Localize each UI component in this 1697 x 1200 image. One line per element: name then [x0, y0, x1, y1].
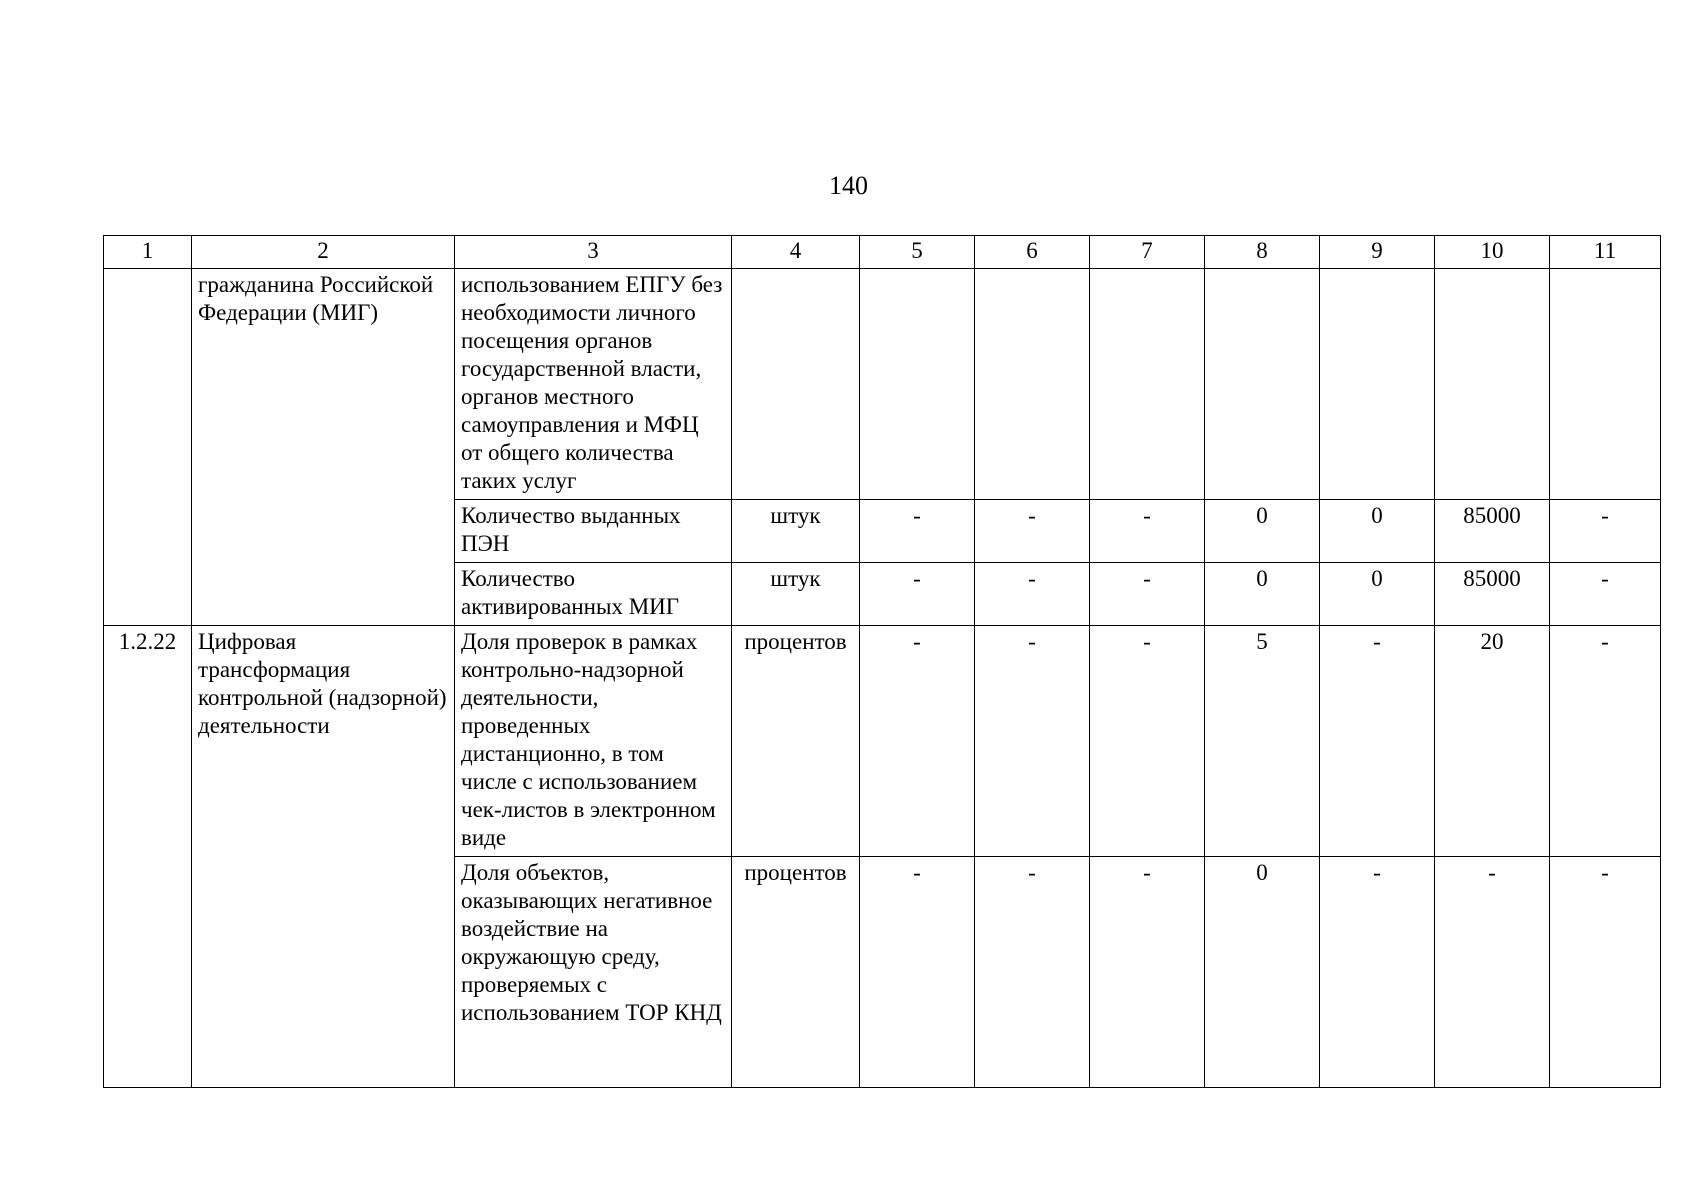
item-number-cell: 1.2.22	[104, 626, 192, 1088]
unit-cell: штук	[732, 500, 860, 563]
value-cell: -	[1320, 626, 1435, 857]
value-cell: -	[1090, 626, 1205, 857]
value-cell: 0	[1205, 563, 1320, 626]
value-cell	[1205, 269, 1320, 500]
value-cell: -	[1090, 563, 1205, 626]
indicator-cell: Доля проверок в рамках контрольно-надзорной деятельности, проведенных дистанционно, в том числе с использованием чек-листов в электронном виде	[455, 626, 732, 857]
indicator-cell: использованием ЕПГУ без необходимости личного посещения органов государственной власти, органов местного самоуправления и МФЦ от общего количества таких услуг	[455, 269, 732, 500]
item-name-cell: гражданина Российской Федерации (МИГ)	[192, 269, 455, 626]
value-cell: 0	[1205, 857, 1320, 1088]
value-cell	[1320, 269, 1435, 500]
value-cell: -	[860, 500, 975, 563]
value-cell: -	[975, 857, 1090, 1088]
value-cell	[1550, 269, 1661, 500]
value-cell: -	[1550, 857, 1661, 1088]
value-cell: 5	[1205, 626, 1320, 857]
value-cell: -	[1090, 857, 1205, 1088]
header-cell: 9	[1320, 236, 1435, 269]
indicator-cell: Количество выданных ПЭН	[455, 500, 732, 563]
page-number: 140	[829, 171, 868, 200]
value-cell: -	[1550, 563, 1661, 626]
value-cell: 0	[1320, 563, 1435, 626]
value-cell: -	[1320, 857, 1435, 1088]
value-cell: -	[975, 626, 1090, 857]
header-cell: 8	[1205, 236, 1320, 269]
value-cell: 0	[1320, 500, 1435, 563]
value-cell	[1090, 269, 1205, 500]
value-cell: -	[975, 563, 1090, 626]
header-cell: 2	[192, 236, 455, 269]
header-cell: 1	[104, 236, 192, 269]
item-name-cell: Цифровая трансформация контрольной (надзорной) деятельности	[192, 626, 455, 1088]
unit-cell	[732, 269, 860, 500]
value-cell: -	[860, 563, 975, 626]
header-cell: 7	[1090, 236, 1205, 269]
unit-cell: процентов	[732, 857, 860, 1088]
value-cell: -	[1550, 626, 1661, 857]
value-cell: -	[1090, 500, 1205, 563]
value-cell: -	[860, 857, 975, 1088]
value-cell	[860, 269, 975, 500]
header-cell: 10	[1435, 236, 1550, 269]
item-number-cell	[104, 269, 192, 626]
value-cell: -	[975, 500, 1090, 563]
header-cell: 6	[975, 236, 1090, 269]
unit-cell: штук	[732, 563, 860, 626]
table-row	[104, 626, 1661, 857]
table-row	[104, 269, 1661, 500]
indicator-cell: Доля объектов, оказывающих негативное воздействие на окружающую среду, проверяемых с использованием ТОР КНД	[455, 857, 732, 1088]
indicators-table	[103, 235, 1661, 1088]
header-cell: 4	[732, 236, 860, 269]
value-cell: 85000	[1435, 563, 1550, 626]
header-cell: 3	[455, 236, 732, 269]
value-cell	[1435, 269, 1550, 500]
header-cell: 11	[1550, 236, 1661, 269]
value-cell: -	[860, 626, 975, 857]
value-cell: 20	[1435, 626, 1550, 857]
value-cell: 0	[1205, 500, 1320, 563]
indicator-cell: Количество активированных МИГ	[455, 563, 732, 626]
value-cell: -	[1550, 500, 1661, 563]
header-cell: 5	[860, 236, 975, 269]
value-cell: -	[1435, 857, 1550, 1088]
value-cell	[975, 269, 1090, 500]
table-header-row	[104, 236, 1661, 269]
value-cell: 85000	[1435, 500, 1550, 563]
unit-cell: процентов	[732, 626, 860, 857]
